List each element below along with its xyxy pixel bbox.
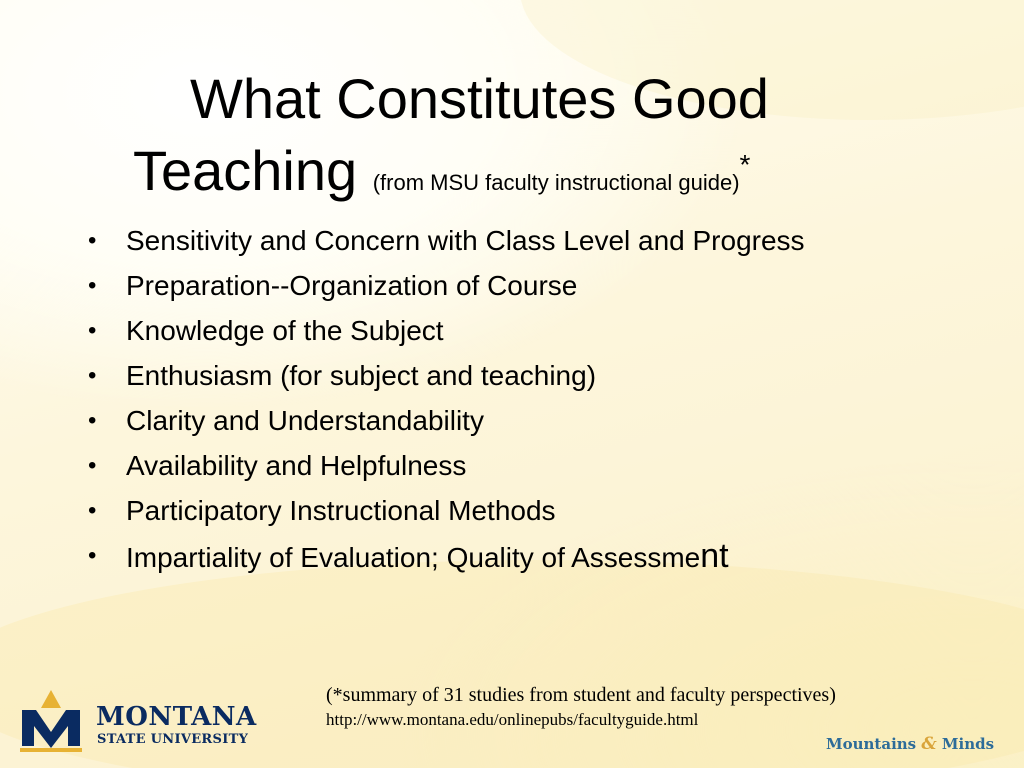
- tagline: [826, 734, 994, 754]
- tagline-mountains: Mountains: [826, 735, 922, 753]
- bullet-item: [86, 404, 916, 438]
- tagline-ampersand: &: [921, 734, 937, 754]
- title-main-word: Teaching: [133, 139, 358, 202]
- logo-subtitle: STATE UNIVERSITY: [97, 732, 249, 747]
- slide-title: [0, 66, 1024, 216]
- footnote: [326, 682, 836, 732]
- bullet-text: Availability and Helpfulness: [126, 450, 467, 481]
- bullet-list: [86, 224, 916, 586]
- bullet-text: Enthusiasm (for subject and teaching): [126, 360, 597, 391]
- title-subtitle: (from MSU faculty instructional guide): [372, 170, 740, 195]
- bullet-item: [86, 449, 916, 483]
- bullet-dot: •: [88, 452, 97, 479]
- bullet-dot: •: [88, 227, 97, 254]
- title-asterisk: *: [739, 149, 751, 180]
- bullet-text: Impartiality of Evaluation; Quality of Assessme: [126, 542, 701, 573]
- bullet-dot: •: [88, 407, 97, 434]
- bullet-text: Participatory Instructional Methods: [126, 495, 556, 526]
- bullet-item: [86, 539, 916, 575]
- bullet-dot: •: [88, 272, 97, 299]
- bullet-text: Clarity and Understandability: [126, 405, 484, 436]
- bullet-dot: •: [88, 317, 97, 344]
- bullet-item: [86, 269, 916, 303]
- bullet-item: [86, 359, 916, 393]
- logo-wordmark: MONTANA: [96, 702, 257, 732]
- bullet-text: Knowledge of the Subject: [126, 315, 444, 346]
- msu-m-icon: [16, 688, 86, 754]
- bullet-dot: •: [88, 497, 97, 524]
- msu-logo: [16, 688, 266, 754]
- bullet-item: [86, 494, 916, 528]
- title-line-1: What Constitutes Good: [190, 67, 769, 130]
- tagline-minds: Minds: [936, 735, 995, 753]
- bullet-dot: •: [88, 362, 97, 389]
- bullet-text-tail: nt: [700, 537, 729, 575]
- title-line-2: [0, 132, 1024, 216]
- footnote-url: http://www.montana.edu/onlinepubs/facultyguide.html: [326, 710, 699, 729]
- bullet-item: [86, 314, 916, 348]
- bullet-dot: •: [88, 542, 97, 569]
- footnote-summary: (*summary of 31 studies from student and faculty perspectives): [326, 684, 836, 706]
- bullet-text: Preparation--Organization of Course: [126, 270, 578, 301]
- bullet-text: Sensitivity and Concern with Class Level and Progress: [126, 225, 805, 256]
- bullet-item: [86, 224, 916, 258]
